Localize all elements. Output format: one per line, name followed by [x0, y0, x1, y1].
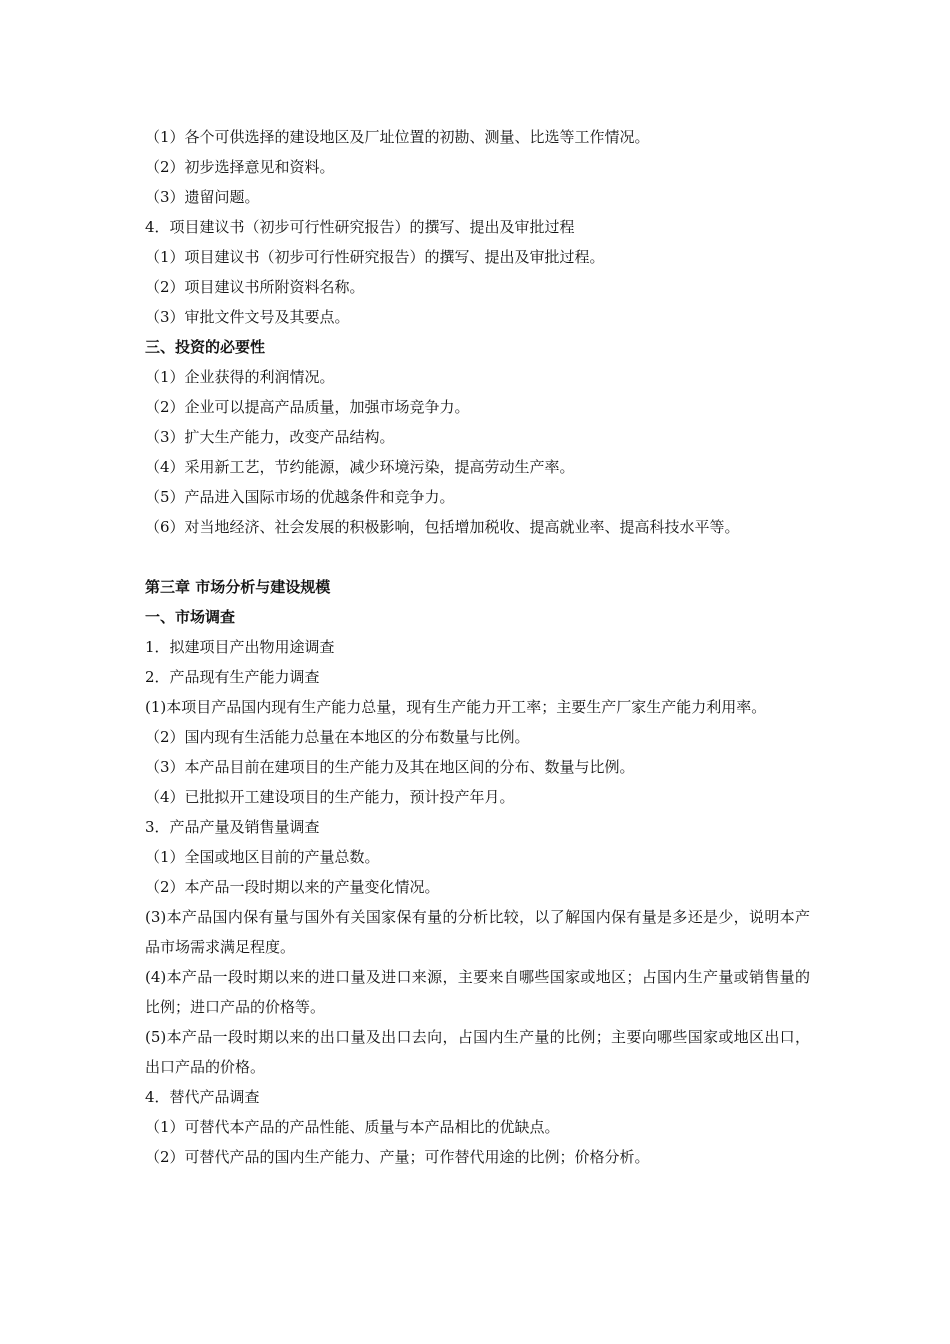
paragraph-output-changes: （2）本产品一段时期以来的产量变化情况。: [145, 878, 440, 896]
paragraph-site-survey: （1）各个可供选择的建设地区及厂址位置的初勘、测量、比选等工作情况。: [145, 128, 650, 146]
paragraph-proposal-attachments: （2）项目建议书所附资料名称。: [145, 278, 365, 296]
paragraph-substitute-capacity: （2）可替代产品的国内生产能力、产量；可作替代用途的比例；价格分析。: [145, 1148, 650, 1166]
paragraph-proposal-process: （1）项目建议书（初步可行性研究报告）的撰写、提出及审批过程。: [145, 248, 605, 266]
paragraph-projects-under-construction: （3）本产品目前在建项目的生产能力及其在地区间的分布、数量与比例。: [145, 758, 635, 776]
paragraph-quality: （2）企业可以提高产品质量，加强市场竞争力。: [145, 398, 470, 416]
paragraph-new-technology: （4）采用新工艺，节约能源，减少环境污染，提高劳动生产率。: [145, 458, 575, 476]
chapter-heading: 第三章 市场分析与建设规模: [145, 578, 331, 596]
paragraph-local-impact: （6）对当地经济、社会发展的积极影响，包括增加税收、提高就业率、提高科技水平等。: [145, 518, 740, 536]
paragraph-capacity: （3）扩大生产能力，改变产品结构。: [145, 428, 395, 446]
heading-project-proposal: 4．项目建议书（初步可行性研究报告）的撰写、提出及审批过程: [145, 218, 575, 236]
paragraph-international-market: （5）产品进入国际市场的优越条件和竞争力。: [145, 488, 455, 506]
paragraph-profit: （1）企业获得的利润情况。: [145, 368, 335, 386]
paragraph-approval-documents: （3）审批文件文号及其要点。: [145, 308, 350, 326]
heading-capacity-survey: 2．产品现有生产能力调查: [145, 668, 320, 686]
document-body: [145, 122, 810, 1172]
paragraph-preliminary-opinion: （2）初步选择意见和资料。: [145, 158, 335, 176]
heading-substitute-survey: 4．替代产品调查: [145, 1088, 260, 1106]
paragraph-total-output: （1）全国或地区目前的产量总数。: [145, 848, 380, 866]
paragraph-exports: (5)本产品一段时期以来的出口量及出口去向，占国内生产量的比例；主要向哪些国家或地区出口，出口产品的价格。: [145, 1028, 810, 1076]
section-heading-investment-necessity: 三、投资的必要性: [145, 338, 266, 356]
paragraph-regional-distribution: （2）国内现有生活能力总量在本地区的分布数量与比例。: [145, 728, 530, 746]
paragraph-approved-projects: （4）已批拟开工建设项目的生产能力，预计投产年月。: [145, 788, 515, 806]
heading-output-sales-survey: 3．产品产量及销售量调查: [145, 818, 320, 836]
paragraph-substitute-performance: （1）可替代本产品的产品性能、质量与本产品相比的优缺点。: [145, 1118, 560, 1136]
blank-line: [145, 542, 810, 572]
paragraph-domestic-capacity: (1)本项目产品国内现有生产能力总量，现有生产能力开工率；主要生产厂家生产能力利用率。: [145, 698, 767, 716]
paragraph-ownership-comparison: (3)本产品国内保有量与国外有关国家保有量的分析比较，以了解国内保有量是多还是少，说明本产品市场需求满足程度。: [145, 908, 810, 956]
section-heading-market-survey: 一、市场调查: [145, 608, 236, 626]
paragraph-imports: (4)本产品一段时期以来的进口量及进口来源，主要来自哪些国家或地区；占国内生产量或销售量的比例；进口产品的价格等。: [145, 968, 810, 1016]
paragraph-remaining-issues: （3）遗留问题。: [145, 188, 260, 206]
heading-usage-survey: 1．拟建项目产出物用途调查: [145, 638, 335, 656]
